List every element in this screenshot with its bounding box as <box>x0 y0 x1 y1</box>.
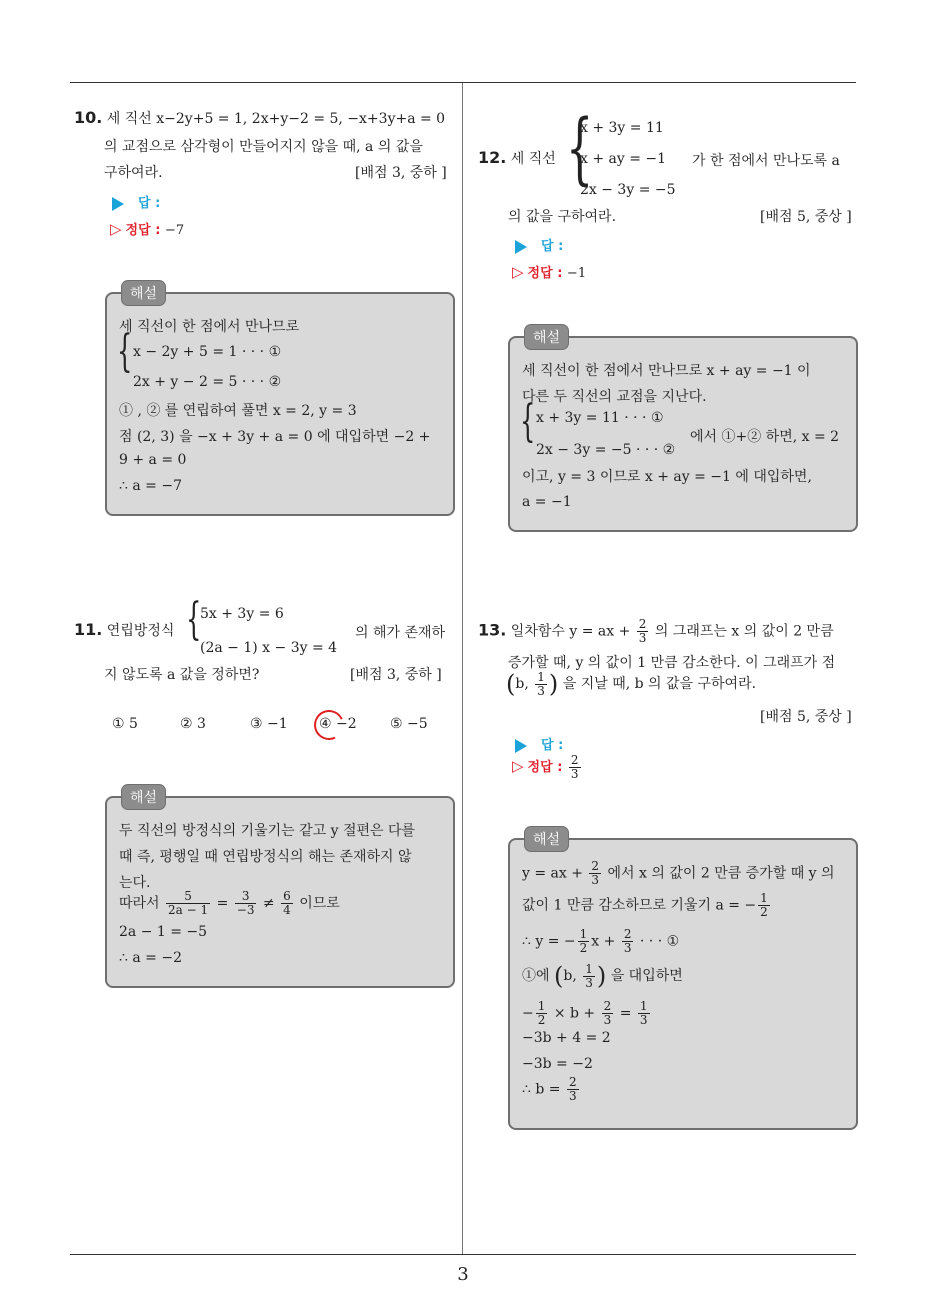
correct-answer-row <box>512 262 586 281</box>
answer-row <box>515 235 563 254</box>
choice-4[interactable]: ④ −2 <box>319 716 357 732</box>
text: y = ax + <box>522 865 583 882</box>
bottom-rule <box>70 1254 856 1255</box>
fraction: $\frac{2}{3}$ <box>603 999 612 1027</box>
text: 이므로 <box>299 895 340 912</box>
correct-answer-row <box>110 219 184 238</box>
solution-tag: 해설 <box>524 826 569 852</box>
correct-value: −7 <box>164 223 185 238</box>
correct-label: 정답 : <box>125 223 161 238</box>
question-text: 일차함수 y = ax + <box>510 623 631 640</box>
paren: ( <box>506 670 516 698</box>
text: 따라서 <box>119 895 160 912</box>
text: x + <box>591 933 616 950</box>
correct-answer-row <box>512 754 583 781</box>
solution-line: ∴ a = −7 <box>119 478 182 494</box>
fraction: $\frac{1}{3}$ <box>585 961 593 990</box>
text: b, <box>563 968 577 984</box>
system-equation: 2x − 3y = −5 <box>580 182 676 198</box>
fraction: $\frac{2}{3}$ <box>591 859 600 887</box>
text: b, <box>515 676 529 692</box>
text: · · · ① <box>639 933 680 950</box>
question-text: 의 그래프는 x 의 값이 2 만큼 <box>654 623 834 640</box>
brace-icon: { <box>566 104 594 194</box>
top-rule <box>70 82 856 83</box>
fraction: $\frac{2}{3}$ <box>568 1075 577 1103</box>
system-equation: x + 3y = 11 <box>580 120 664 136</box>
question-tail: 의 해가 존재하 <box>355 625 446 641</box>
choice-3[interactable]: ③ −1 <box>250 716 288 732</box>
question-lead: 연립방정식 <box>106 623 175 639</box>
brace-icon: { <box>520 396 536 447</box>
play-arrow-icon <box>515 739 527 753</box>
question-number: 11. <box>74 620 103 639</box>
solution-line: ① , ② 를 연립하여 풀면 x = 2, y = 3 <box>119 403 357 419</box>
brace-icon: { <box>186 594 202 645</box>
score-label: [배점 5, 중상 ] <box>760 709 852 725</box>
fraction: $\frac{6}{4}$ <box>283 889 291 917</box>
system-equation: 5x + 3y = 6 <box>200 606 284 622</box>
solution-line <box>522 892 772 919</box>
solution-line: 에서 ①+② 하면, x = 2 <box>690 429 840 445</box>
solution-line <box>522 1076 581 1103</box>
solution-line: 두 직선의 방정식의 기울기는 같고 y 절편은 다를 <box>119 823 416 839</box>
fraction: $\frac{1}{3}$ <box>639 999 648 1027</box>
solution-line: −3b + 4 = 2 <box>522 1030 611 1046</box>
question-text-line2: 의 값을 구하여라. <box>508 209 617 225</box>
page-number: 3 <box>457 1264 469 1285</box>
solution-line: 는다. <box>119 875 151 891</box>
question-number: 12. <box>478 148 507 167</box>
paren: ) <box>596 962 607 990</box>
fraction: $\frac{1}{2}$ <box>537 999 546 1027</box>
solution-box <box>508 832 858 1130</box>
text: 에서 x 의 값이 2 만큼 증가할 때 y 의 <box>607 865 835 882</box>
selected-answer-mark <box>310 706 348 744</box>
fraction: $\frac{1}{3}$ <box>537 669 545 698</box>
solution-fraction-line: 따라서 $\frac{5}{2a - 1}$ = $\frac{3}{-3}$ ≠ $\frac{6}{4}$ 이므로 <box>119 889 340 917</box>
solution-box <box>508 330 858 532</box>
solution-equation: x − 2y + 5 = 1 · · · ① <box>133 344 282 360</box>
text: ①에 <box>522 968 550 984</box>
correct-value: −1 <box>566 266 587 281</box>
fraction: $\frac{3}{-3}$ <box>236 889 255 917</box>
choice-1[interactable]: ① 5 <box>112 716 138 732</box>
fraction: $\frac{2}{3}$ <box>623 927 632 955</box>
answer-label: 답 : <box>541 239 564 254</box>
answer-label: 답 : <box>138 196 161 211</box>
text: × b + <box>553 1005 596 1022</box>
solution-line: 9 + a = 0 <box>119 452 187 468</box>
question-text-line2: 의 교점으로 삼각형이 만들어지지 않을 때, a 의 값을 <box>104 139 423 155</box>
fraction: $\frac{1}{2}$ <box>579 927 588 955</box>
question-number: 10. <box>74 108 103 127</box>
question-lead: 세 직선 <box>510 151 556 167</box>
outline-arrow-icon: ▷ <box>110 220 122 238</box>
correct-label: 정답 : <box>527 760 563 775</box>
question-tail: 가 한 점에서 만나도록 a <box>692 153 840 169</box>
solution-line: a = −1 <box>522 494 572 510</box>
solution-line: 세 직선이 한 점에서 만나므로 x + ay = −1 이 <box>522 363 811 379</box>
solution-box <box>105 790 455 988</box>
solution-tag: 해설 <box>121 784 166 810</box>
solution-line: 이고, y = 3 이므로 x + ay = −1 에 대입하면, <box>522 469 812 485</box>
question-text-line2: 증가할 때, y 의 값이 1 만큼 감소한다. 이 그래프가 점 <box>508 655 836 671</box>
paren: ( <box>553 962 564 990</box>
fraction: $\frac{2}{3}$ <box>638 617 647 645</box>
play-arrow-icon <box>515 240 527 254</box>
answer-row <box>112 192 160 211</box>
text: − <box>522 1005 534 1022</box>
answer-row <box>515 734 563 753</box>
outline-arrow-icon: ▷ <box>512 263 524 281</box>
score-label: [배점 3, 중하 ] <box>355 165 447 181</box>
solution-tag: 해설 <box>524 324 569 350</box>
solution-equation: 2x − 3y = −5 · · · ② <box>536 442 676 458</box>
system-equation: (2a − 1) x − 3y = 4 <box>200 640 338 656</box>
text: ∴ y = − <box>522 933 576 950</box>
text: ∴ b = <box>522 1081 561 1098</box>
play-arrow-icon <box>112 197 124 211</box>
answer-label: 답 : <box>541 738 564 753</box>
solution-line: −3b = −2 <box>522 1056 593 1072</box>
question-number: 13. <box>478 620 507 640</box>
outline-arrow-icon: ▷ <box>512 757 524 775</box>
question-text-line1: 세 직선 x−2y+5 = 1, 2x+y−2 = 5, −x+3y+a = 0 <box>106 111 446 127</box>
text: 값이 1 만큼 감소하므로 기울기 a = − <box>522 897 757 914</box>
correct-label: 정답 : <box>527 266 563 281</box>
solution-line: 때 즉, 평행일 때 연립방정식의 해는 존재하지 않 <box>119 849 412 865</box>
fraction: $\frac{1}{2}$ <box>760 891 768 919</box>
question-text-line3: 구하여라. <box>104 165 163 181</box>
solution-line <box>522 928 679 955</box>
solution-line: 점 (2, 3) 을 −x + 3y + a = 0 에 대입하면 −2 + <box>119 429 431 445</box>
paren: ) <box>548 670 559 698</box>
fraction: $\frac{5}{2a - 1}$ <box>168 889 209 917</box>
solution-line <box>522 860 835 887</box>
solution-line: 다른 두 직선의 교점을 지난다. <box>522 389 707 405</box>
solution-box <box>105 286 455 516</box>
question-text-line2: 지 않도록 a 값을 정하면? <box>104 667 260 683</box>
question-text-line3 <box>506 670 756 698</box>
text: = <box>619 1005 632 1022</box>
text: 을 대입하면 <box>610 968 683 984</box>
correct-value: $\frac{2}{3}$ <box>570 753 579 781</box>
solution-line: ∴ a = −2 <box>119 950 182 966</box>
score-label: [배점 3, 중하 ] <box>350 667 442 683</box>
solution-line <box>522 962 683 990</box>
solution-line: 2a − 1 = −5 <box>119 924 208 940</box>
brace-icon: { <box>117 326 133 377</box>
solution-line <box>522 1000 652 1027</box>
solution-equation: 2x + y − 2 = 5 · · · ② <box>133 374 282 390</box>
solution-tag: 해설 <box>121 280 166 306</box>
score-label: [배점 5, 중상 ] <box>760 209 852 225</box>
solution-line: 세 직선이 한 점에서 만나므로 <box>119 319 300 335</box>
solution-equation: x + 3y = 11 · · · ① <box>536 410 664 426</box>
choice-5[interactable]: ⑤ −5 <box>390 716 428 732</box>
choice-2[interactable]: ② 3 <box>180 716 206 732</box>
system-equation: x + ay = −1 <box>580 151 667 167</box>
text: 을 지날 때, b 의 값을 구하여라. <box>562 676 757 692</box>
column-divider <box>462 83 463 1254</box>
